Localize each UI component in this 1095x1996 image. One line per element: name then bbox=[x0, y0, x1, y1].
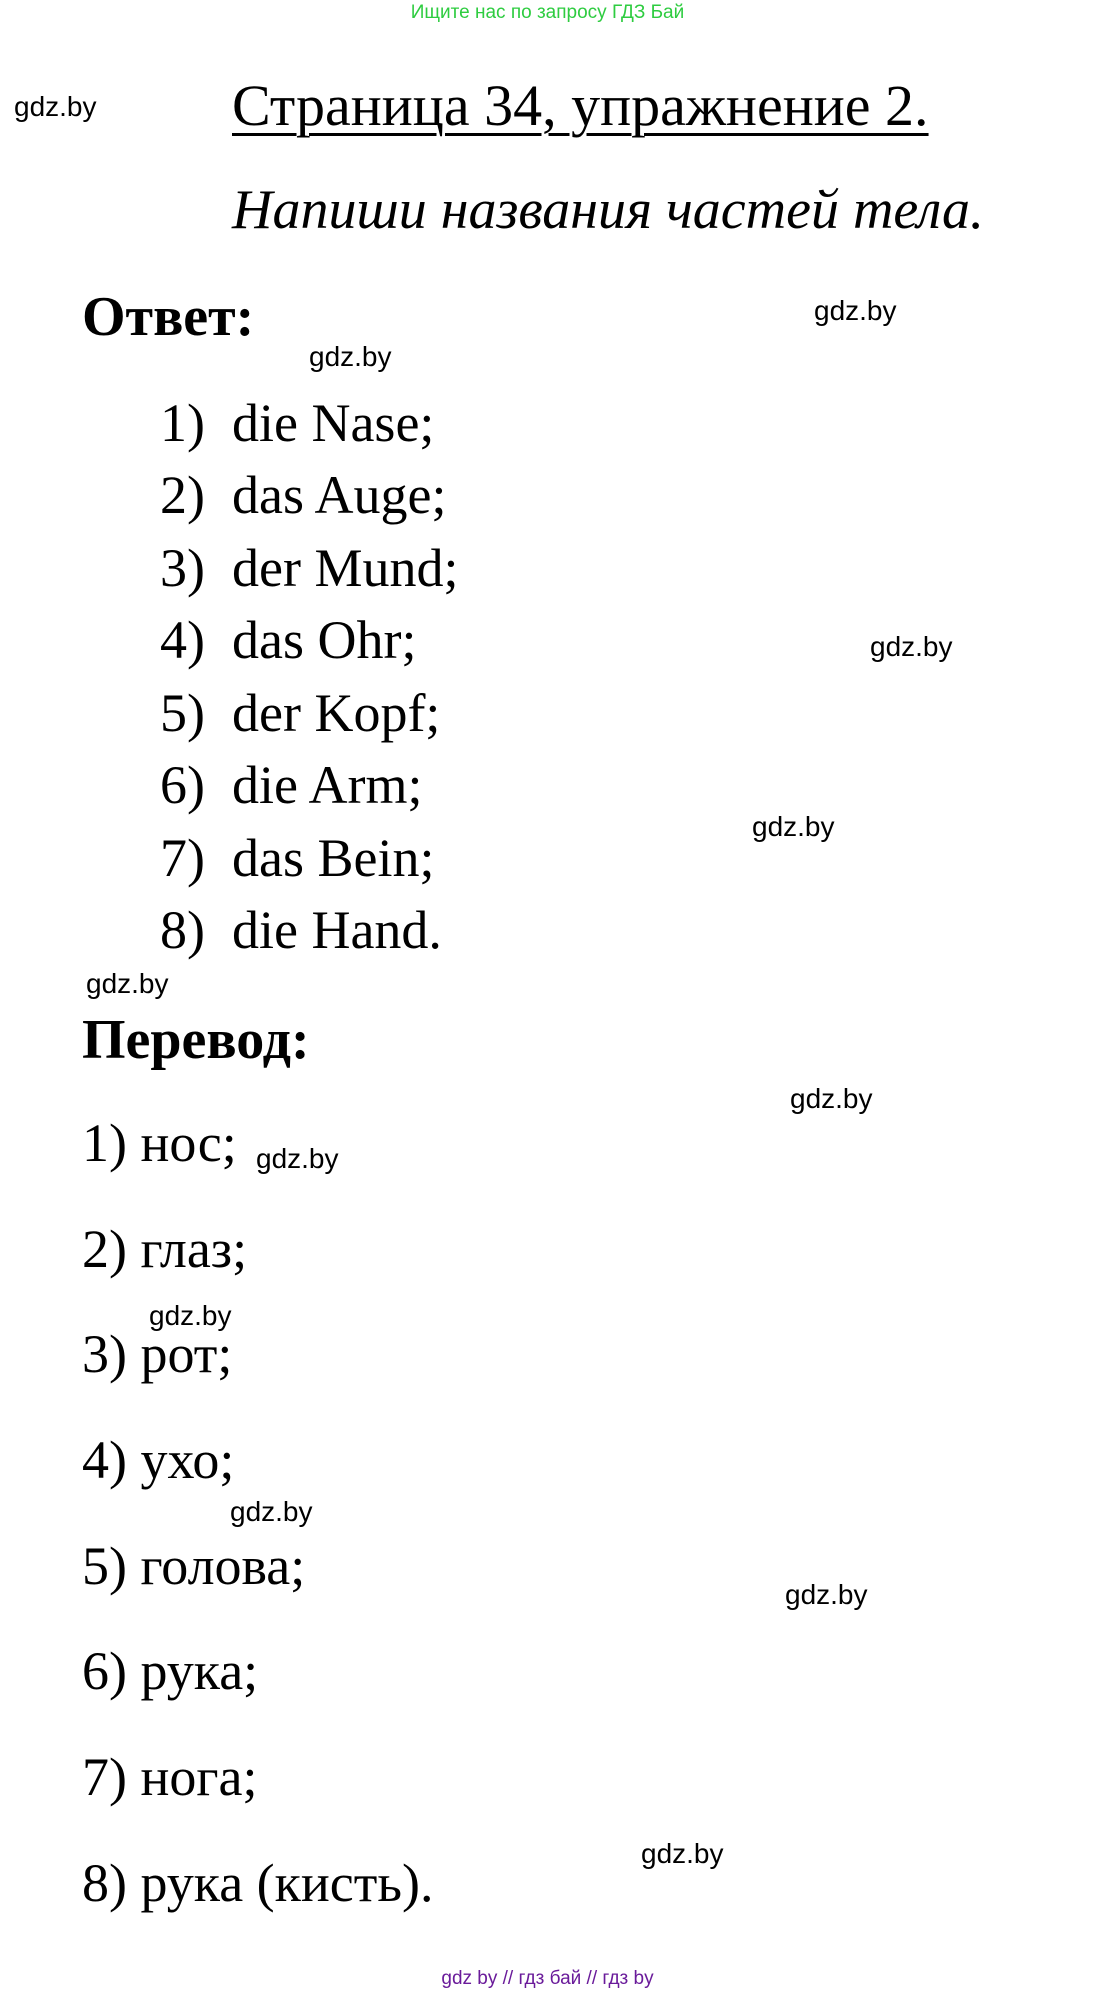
watermark: gdz.by bbox=[14, 91, 97, 122]
answer-number: 4) bbox=[160, 610, 205, 670]
page-title: Страница 34, упражнение 2. bbox=[232, 73, 929, 138]
watermark: gdz.by bbox=[86, 968, 169, 999]
answer-number: 2) bbox=[160, 465, 205, 525]
watermark: gdz.by bbox=[641, 1838, 724, 1869]
translation-item: 1) нос; bbox=[82, 1113, 237, 1173]
answer-text: das Ohr; bbox=[232, 610, 417, 670]
top-banner[interactable]: Ищите нас по запросу ГДЗ Бай bbox=[410, 2, 685, 23]
answer-heading: Ответ: bbox=[82, 286, 255, 348]
watermark: gdz.by bbox=[149, 1300, 232, 1331]
watermark: gdz.by bbox=[752, 811, 835, 842]
watermark: gdz.by bbox=[256, 1143, 339, 1174]
answer-number: 6) bbox=[160, 755, 205, 815]
answer-number: 5) bbox=[160, 683, 205, 743]
watermark: gdz.by bbox=[870, 631, 953, 662]
translation-item: 2) глаз; bbox=[82, 1219, 248, 1279]
translation-item: 5) голова; bbox=[82, 1536, 306, 1596]
answer-number: 8) bbox=[160, 900, 205, 960]
answer-number: 3) bbox=[160, 538, 205, 598]
answer-text: die Hand. bbox=[232, 900, 442, 960]
watermark: gdz.by bbox=[814, 295, 897, 326]
answer-text: der Mund; bbox=[232, 538, 459, 598]
watermark: gdz.by bbox=[309, 341, 392, 372]
translation-item: 7) нога; bbox=[82, 1747, 258, 1807]
translation-heading: Перевод: bbox=[82, 1009, 310, 1071]
answer-text: die Nase; bbox=[232, 393, 435, 453]
answer-text: das Auge; bbox=[232, 465, 447, 525]
translation-item: 3) рот; bbox=[82, 1324, 233, 1384]
watermark: gdz.by bbox=[785, 1579, 868, 1610]
footer-links[interactable]: gdz by // гдз бай // гдз by bbox=[441, 1968, 654, 1989]
answer-number: 7) bbox=[160, 828, 205, 888]
translation-item: 4) ухо; bbox=[82, 1430, 235, 1490]
answer-text: der Kopf; bbox=[232, 683, 441, 743]
answer-text: die Arm; bbox=[232, 755, 423, 815]
answer-number: 1) bbox=[160, 393, 205, 453]
watermark: gdz.by bbox=[230, 1496, 313, 1527]
translation-item: 8) рука (кисть). bbox=[82, 1853, 434, 1913]
watermark: gdz.by bbox=[790, 1083, 873, 1114]
translation-item: 6) рука; bbox=[82, 1641, 259, 1701]
answer-text: das Bein; bbox=[232, 828, 435, 888]
task-text: Напиши названия частей тела. bbox=[232, 179, 984, 241]
